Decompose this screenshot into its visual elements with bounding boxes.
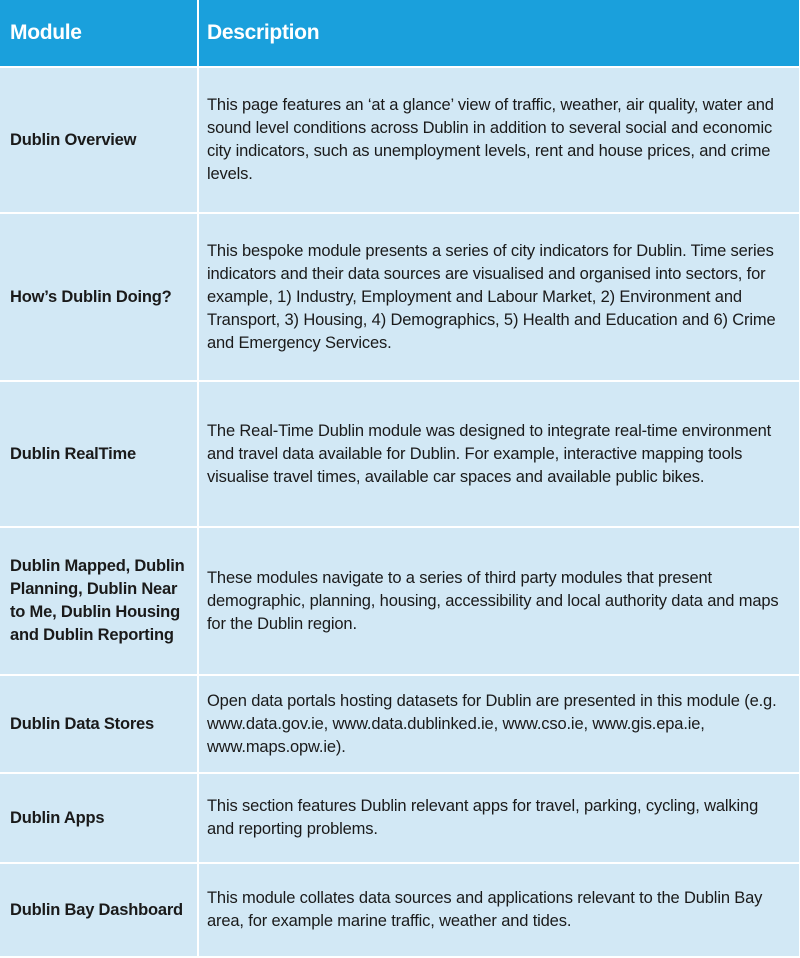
- table-row: [0, 863, 800, 957]
- table-row: [0, 773, 800, 863]
- module-name: Dublin Apps: [0, 773, 198, 863]
- module-name: Dublin Bay Dashboard: [0, 863, 198, 957]
- table-header: [0, 0, 800, 67]
- table-row: [0, 67, 800, 213]
- module-description: This section features Dublin relevant apps for travel, parking, cycling, walking and reporting problems.: [198, 773, 800, 863]
- module-description: Open data portals hosting datasets for Dublin are presented in this module (e.g. www.data.gov.ie, www.data.dublinked.ie, www.cso.ie, www.gis.epa.ie, www.maps.opw.ie).: [198, 675, 800, 773]
- header-description: Description: [198, 0, 800, 67]
- table-row: [0, 381, 800, 527]
- table-body: [0, 67, 800, 957]
- header-row: [0, 0, 800, 67]
- module-name: Dublin Overview: [0, 67, 198, 213]
- module-description: The Real-Time Dublin module was designed to integrate real-time environment and travel data available for Dublin. For example, interactive mapping tools visualise travel times, available car spaces and available public bikes.: [198, 381, 800, 527]
- module-name: Dublin RealTime: [0, 381, 198, 527]
- module-description: This bespoke module presents a series of city indicators for Dublin. Time series indicators and their data sources are visualised and organised into sectors, for example, 1) Industry, Employment and Labour Market, 2) Environment and Transport, 3) Housing, 4) Demographics, 5) Health and Education and 6) Crime and Emergency Services.: [198, 213, 800, 381]
- module-name: Dublin Mapped, Dublin Planning, Dublin Near to Me, Dublin Housing and Dublin Reporting: [0, 527, 198, 675]
- table-row: [0, 675, 800, 773]
- module-name: How’s Dublin Doing?: [0, 213, 198, 381]
- module-description: This module collates data sources and applications relevant to the Dublin Bay area, for example marine traffic, weather and tides.: [198, 863, 800, 957]
- module-name: Dublin Data Stores: [0, 675, 198, 773]
- header-module: Module: [0, 0, 198, 67]
- module-description: These modules navigate to a series of third party modules that present demographic, planning, housing, accessibility and local authority data and maps for the Dublin region.: [198, 527, 800, 675]
- table-row: [0, 213, 800, 381]
- module-description: This page features an ‘at a glance’ view of traffic, weather, air quality, water and sound level conditions across Dublin in addition to several social and economic city indicators, such as unemployment levels, rent and house prices, and crime levels.: [198, 67, 800, 213]
- table-row: [0, 527, 800, 675]
